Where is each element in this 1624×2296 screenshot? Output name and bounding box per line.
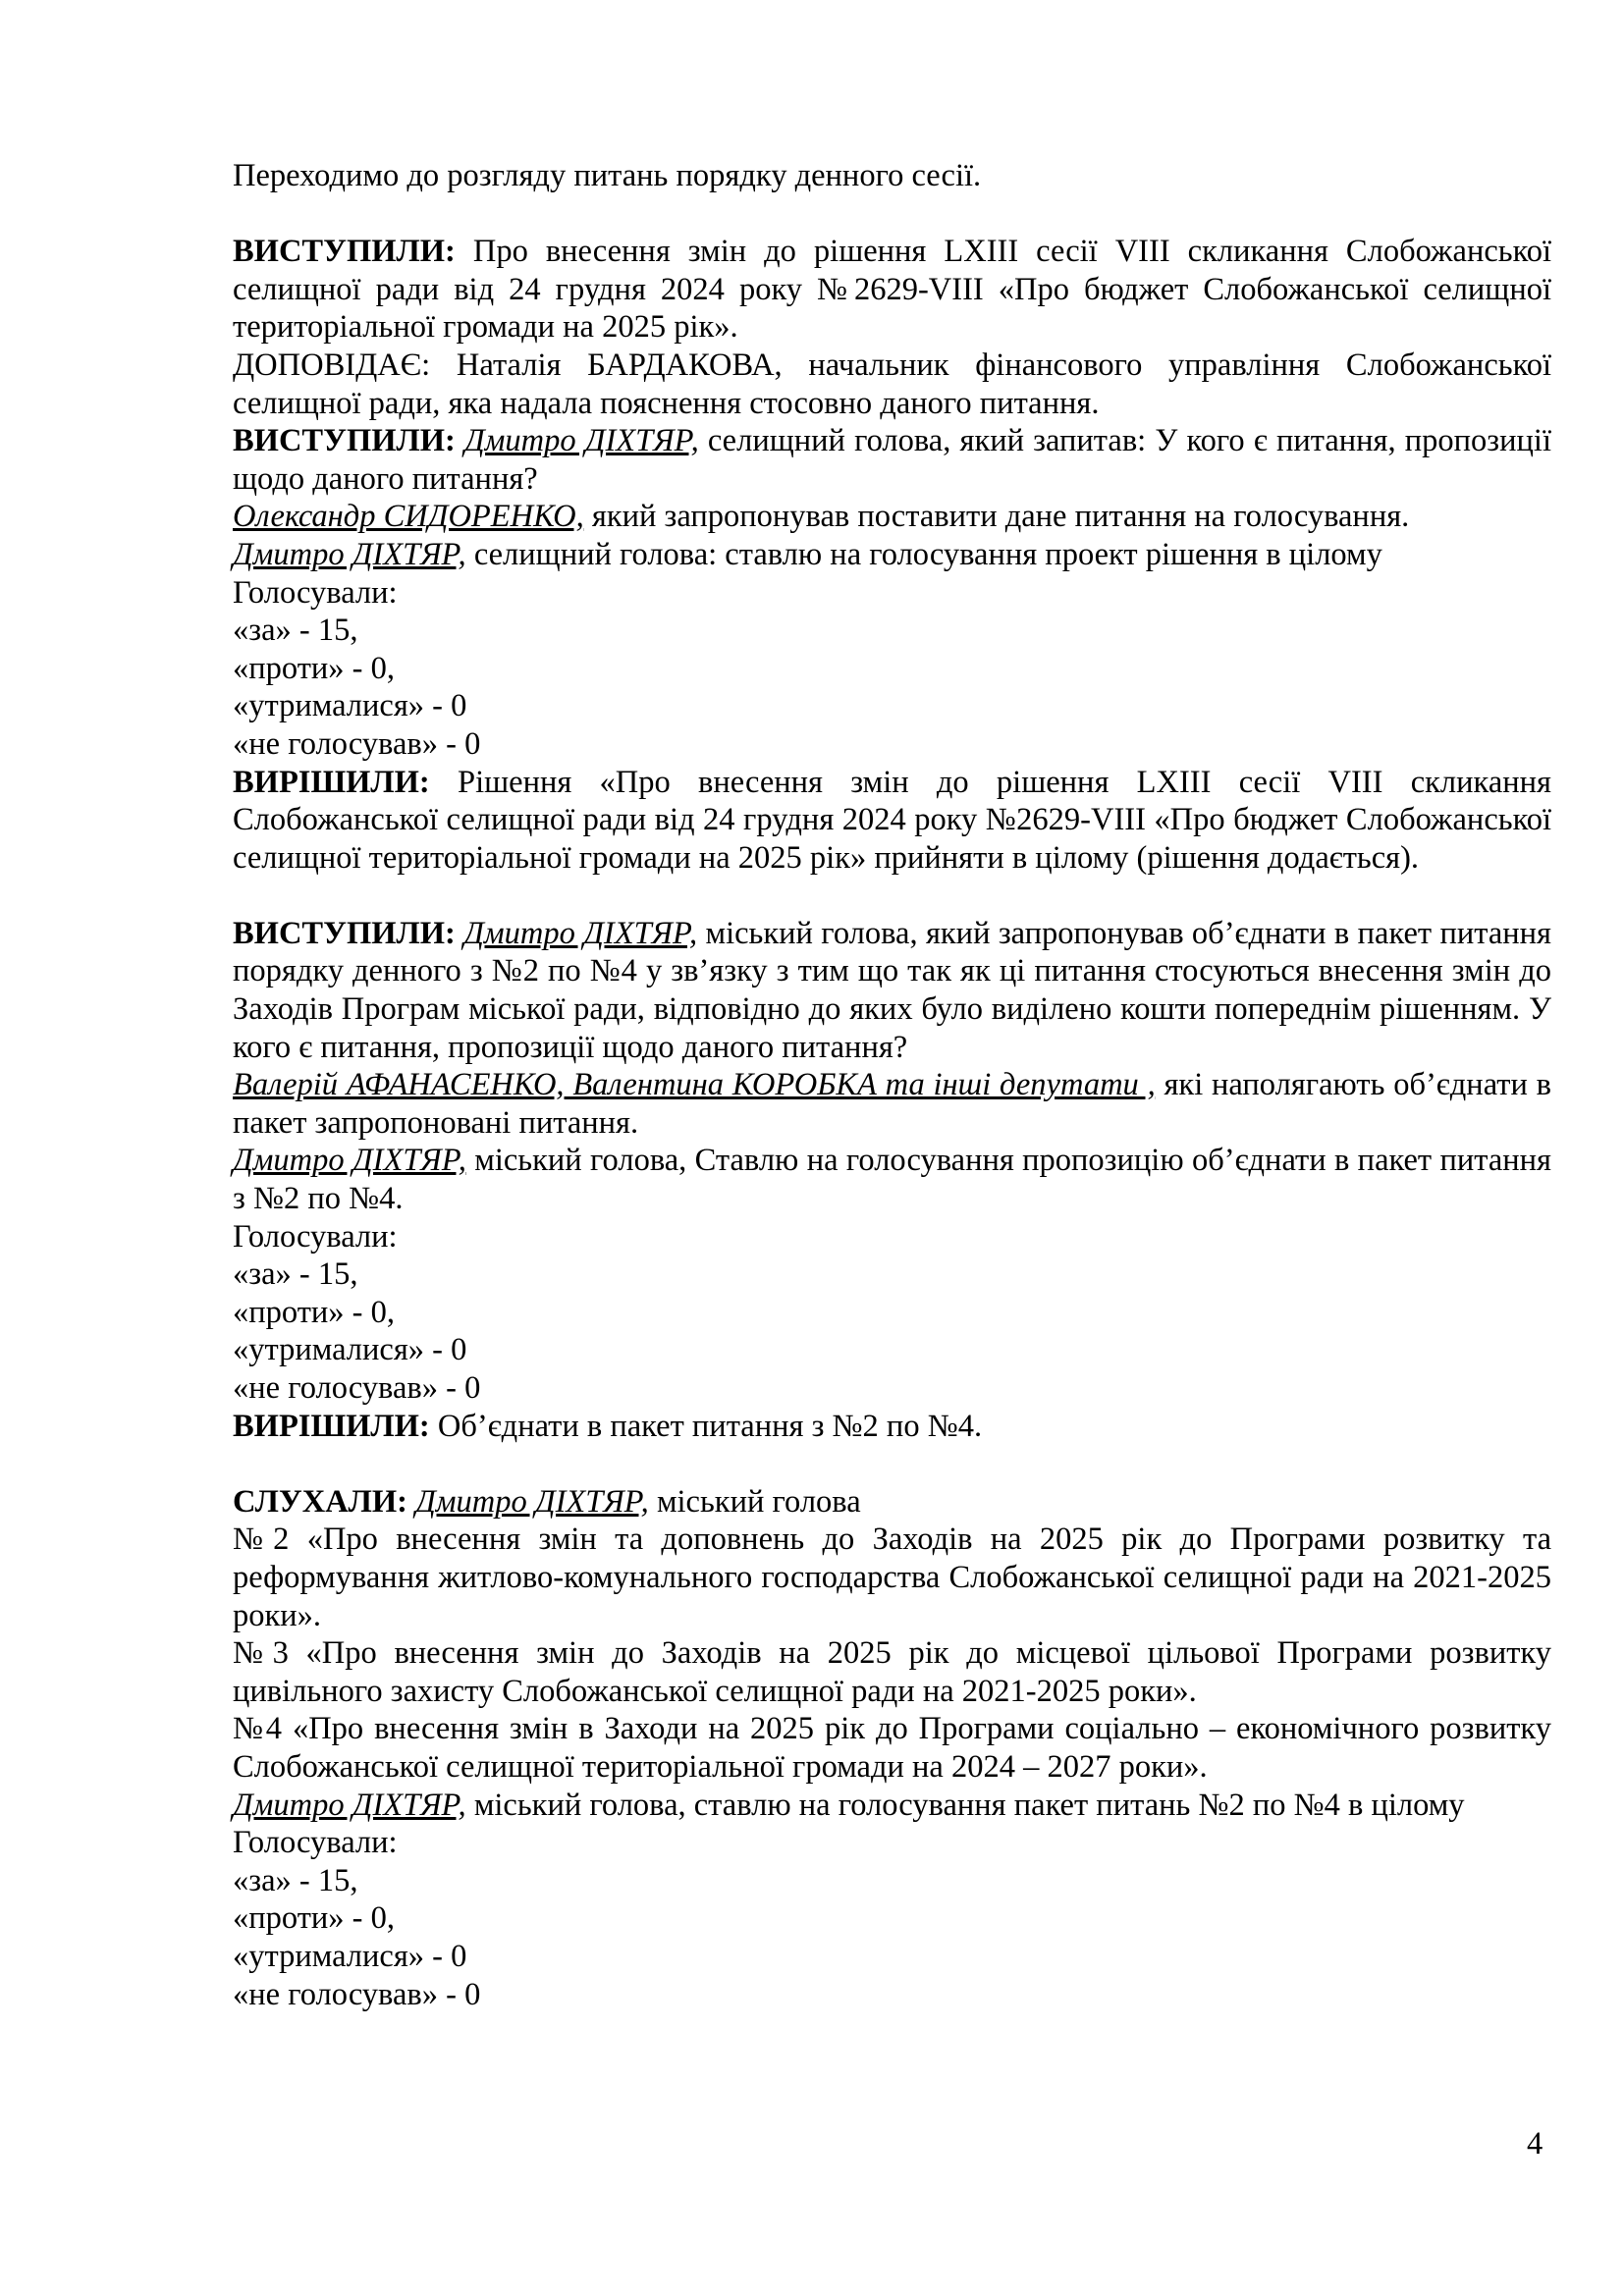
- agenda-block-2: [233, 915, 1551, 1445]
- speaker-name: Дмитро ДІХТЯР,: [415, 1483, 649, 1520]
- votes-label: Голосували:: [233, 1825, 398, 1861]
- votes-not-voted: «не голосував» - 0: [233, 1370, 481, 1406]
- intro-line: Переходимо до розгляду питань порядку денного сесії.: [233, 158, 982, 193]
- votes-for: «за» - 15,: [233, 613, 358, 649]
- votes-against: «проти» - 0,: [233, 650, 396, 686]
- speaker-name: Дмитро ДІХТЯР,: [233, 536, 466, 572]
- speaker-name: Дмитро ДІХТЯР,: [463, 915, 698, 951]
- speaker-name: Валерій АФАНАСЕНКО, Валентина КОРОБКА та інші депутати ,: [233, 1067, 1156, 1103]
- speech-text: міський голова, Ставлю на голосування пропозицію об’єднати в пакет питання з №2 по №4.: [233, 1143, 1551, 1217]
- topic-text: Про внесення змін до рішення LXIII сесії VIII скликання Слобожанської селищної ради від 24 грудня 2024 року №2629-VIII «Про бюджет Слобожанської селищної територіальної громади на 2025 рік».: [233, 234, 1551, 346]
- speakers-label: ВИСТУПИЛИ:: [233, 423, 456, 459]
- speech-text: який запропонував поставити дане питання на голосування.: [583, 499, 1410, 535]
- decision-label: ВИРІШИЛИ:: [233, 764, 430, 800]
- speech-text: міський голова, ставлю на голосування пакет питань №2 по №4 в цілому: [465, 1787, 1465, 1823]
- decision-text: Об’єднати в пакет питання з №2 по №4.: [429, 1408, 983, 1444]
- votes-for: «за» - 15,: [233, 1256, 358, 1293]
- decision-text: Рішення «Про внесення змін до рішення LXIII сесії VIII скликання Слобожанської селищної ради від 24 грудня 2024 року №2629-VIII «Про бюджет Слобожанської селищної територіальної громади на 2025 рік» прийняти в цілому (рішення додається).: [233, 764, 1551, 876]
- speaker-name: Дмитро ДІХТЯР,: [464, 423, 699, 459]
- speech-text: селищний голова: ставлю на голосування проект рішення в цілому: [465, 536, 1382, 572]
- report-text: ДОПОВІДАЄ: Наталія БАРДАКОВА, начальник фінансового управління Слобожанської селищної ради, яка надала пояснення стосовно даного питання.: [233, 347, 1551, 421]
- votes-abstained: «утрималися» - 0: [233, 1332, 467, 1368]
- speech-text: селищний голова, який запитав: У кого є питання, пропозиції щодо даного питання?: [233, 423, 1551, 497]
- speakers-label: ВИСТУПИЛИ:: [233, 234, 456, 270]
- votes-against: «проти» - 0,: [233, 1294, 396, 1330]
- document-page: [233, 157, 1551, 2013]
- votes-abstained: «утрималися» - 0: [233, 1938, 467, 1974]
- speakers-label: ВИСТУПИЛИ:: [233, 915, 456, 951]
- votes-for: «за» - 15,: [233, 1862, 358, 1898]
- speech-text: міський голова, який запропонував об’єднати в пакет питання порядку денного з №2 по №4 у зв’язку з тим що так як ці питання стосуються внесення змін до Заходів Програм міської ради, відповідно до яких було виділено кошти попереднім рішенням. У кого є питання, пропозиції щодо даного питання?: [233, 915, 1551, 1065]
- speaker-name: Дмитро ДІХТЯР,: [233, 1143, 466, 1179]
- decision-label: ВИРІШИЛИ:: [233, 1408, 430, 1444]
- votes-abstained: «утрималися» - 0: [233, 688, 467, 724]
- page-number: 4: [1527, 2126, 1543, 2162]
- heard-label: СЛУХАЛИ:: [233, 1483, 407, 1520]
- agenda-item-4: №4 «Про внесення змін в Заходи на 2025 рік до Програми соціально – економічного розвитку Слобожанської селищної територіальної громади на 2024 – 2027 роки».: [233, 1711, 1551, 1785]
- agenda-block-1: [233, 233, 1551, 877]
- speech-text: які наполягають об’єднати в пакет запропоновані питання.: [233, 1067, 1551, 1141]
- votes-not-voted: «не голосував» - 0: [233, 1976, 481, 2012]
- agenda-item-2: №2 «Про внесення змін та доповнень до Заходів на 2025 рік до Програми розвитку та реформування житлово-комунального господарства Слобожанської селищної ради на 2021-2025 роки».: [233, 1522, 1551, 1633]
- votes-label: Голосували:: [233, 574, 398, 611]
- speaker-name: Дмитро ДІХТЯР,: [233, 1787, 466, 1823]
- agenda-item-3: №3 «Про внесення змін до Заходів на 2025 рік до місцевої цільової Програми розвитку цивільного захисту Слобожанської селищної ради на 2021-2025 роки».: [233, 1635, 1551, 1709]
- agenda-block-3: [233, 1483, 1551, 2013]
- votes-label: Голосували:: [233, 1218, 398, 1255]
- votes-not-voted: «не голосував» - 0: [233, 725, 481, 762]
- votes-against: «проти» - 0,: [233, 1900, 396, 1937]
- speech-text: міський голова: [648, 1483, 861, 1520]
- speaker-name: Олександр СИДОРЕНКО,: [233, 499, 584, 535]
